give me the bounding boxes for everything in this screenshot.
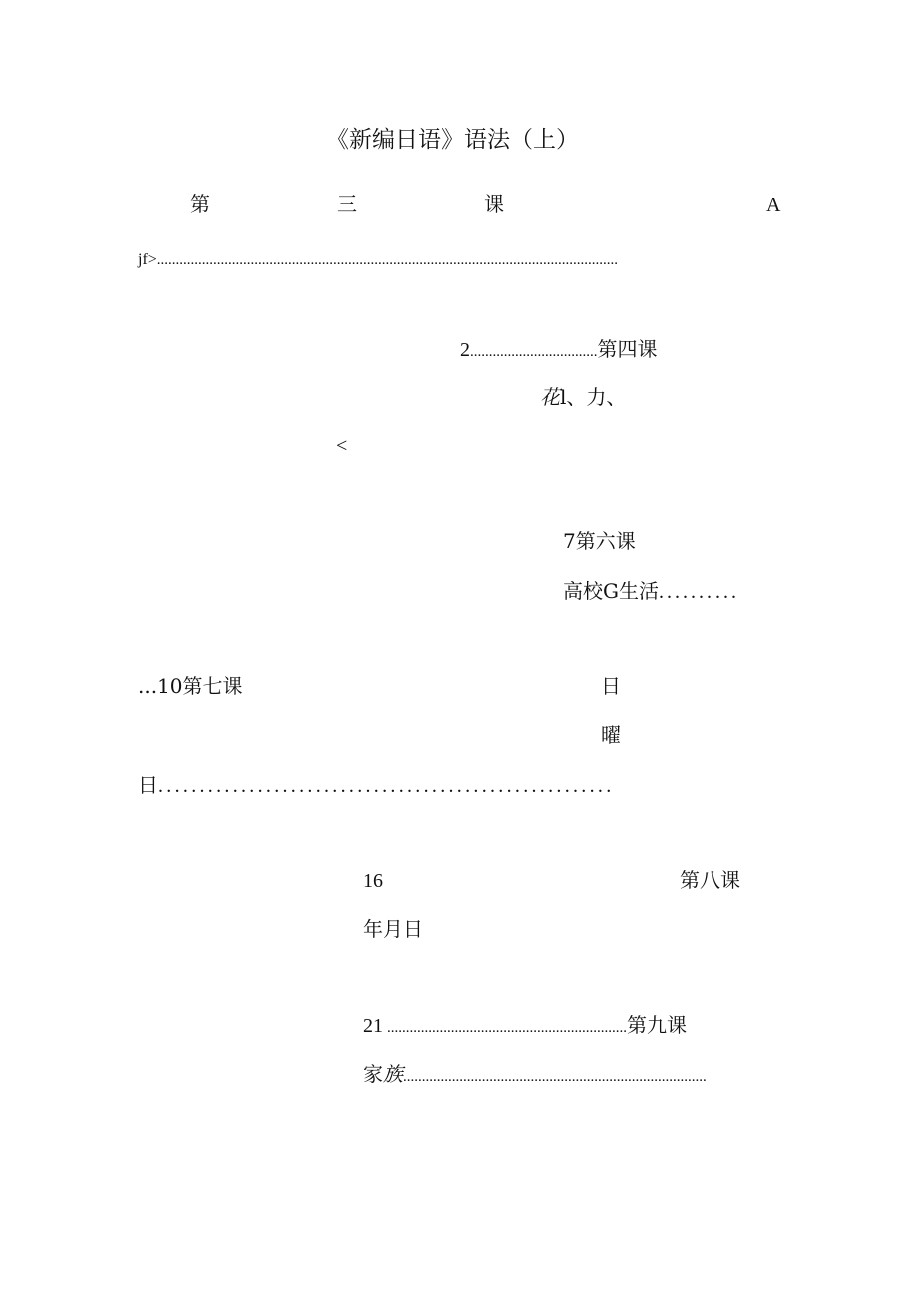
toc-lesson9-leader: ................................................................ <box>387 1020 627 1036</box>
toc-line-yao: 曜 <box>601 723 621 747</box>
toc-line-jf-prefix: jf> <box>138 251 157 268</box>
toc-lesson4-leader: .................................. <box>470 344 598 360</box>
toc-lesson9-page: 21 <box>363 1015 383 1037</box>
toc-ri-dots-leader: ....................................................... <box>158 775 615 797</box>
toc-line-ri-dots <box>138 773 615 798</box>
header-col-a: A <box>766 194 781 216</box>
header-col-ke: 课 <box>484 192 504 216</box>
document-title: 《新编日语》语法（上） <box>326 127 579 153</box>
toc-koukou-text: 高校G生活 <box>563 579 659 603</box>
toc-line-lesson6: 7第六课 <box>563 529 636 553</box>
toc-line-lesson4 <box>460 337 658 364</box>
toc-lesson4-label: 第四课 <box>597 337 658 361</box>
toc-koukou-leader: .......... <box>658 581 739 603</box>
toc-line-koukou <box>563 579 739 604</box>
toc-line-lesson7: ...10第七课 <box>138 674 243 698</box>
toc-kazoku-char1: 家 <box>363 1062 383 1086</box>
header-col-di: 第 <box>190 192 210 216</box>
toc-kazoku-char2: 族 <box>383 1062 403 1086</box>
toc-line-nengappi: 年月日 <box>363 917 423 941</box>
toc-line-hana <box>540 385 626 409</box>
toc-lesson9-label: 第九课 <box>627 1013 687 1037</box>
toc-ri-dots-char: 日 <box>138 773 158 797</box>
toc-hana-italic: 花 <box>540 385 560 409</box>
toc-kazoku-leader: ................................................................................. <box>403 1069 707 1085</box>
toc-line-kazoku <box>363 1062 707 1089</box>
header-col-san: 三 <box>337 192 357 216</box>
toc-line-lesson8: 第八课 <box>680 868 740 892</box>
toc-line-jf <box>138 248 618 272</box>
toc-line-jf-leader: ........................................................................................................................... <box>156 252 619 268</box>
toc-line-ri: 日 <box>601 674 621 698</box>
toc-line-lt: < <box>336 435 348 457</box>
toc-lesson4-page: 2 <box>460 339 470 361</box>
toc-line-16: 16 <box>363 870 383 892</box>
toc-line-lesson9 <box>363 1013 687 1040</box>
toc-hana-rest: l、力、 <box>560 385 627 409</box>
